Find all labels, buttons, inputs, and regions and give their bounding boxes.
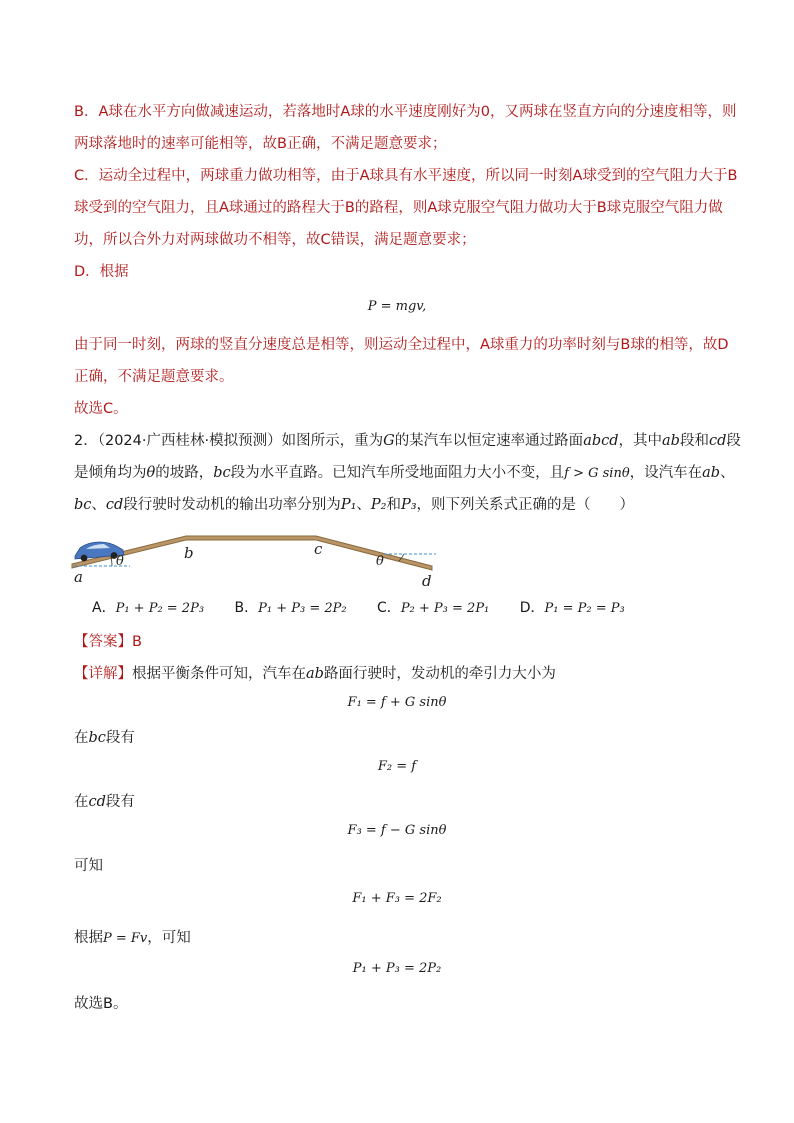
question-line-2 [74, 463, 735, 484]
option-expression: P₁ = P₂ = P₃ [544, 601, 625, 616]
solution-d-line-3: 正确，不满足题意要求。 [74, 369, 234, 385]
option-expression: P₂ + P₃ = 2P₁ [400, 601, 490, 616]
question-text: 2．（2024·广西桂林·模拟预测）如图所示，重为 [74, 433, 384, 449]
option-expression: P₁ + P₂ = 2P₃ [115, 601, 205, 616]
label-a: a [74, 568, 83, 586]
question-text: 段和 [679, 433, 709, 449]
solution-d-line-2: 由于同一时刻，两球的竖直分速度总是相等，则运动全过程中，A球重力的功率时刻与B球的相等，故D [74, 337, 729, 353]
solution-c-line-3: 功，所以合外力对两球做功不相等，故C错误，满足题意要求； [74, 232, 476, 248]
option-a [92, 598, 204, 619]
equation-power: P = mgv, [367, 299, 427, 314]
option-label: B． [234, 600, 259, 616]
label-b: b [184, 544, 194, 562]
answer-tag: 【答案】 [74, 634, 132, 650]
inequality: f > G sinθ [564, 466, 630, 481]
label-theta-right: θ [376, 554, 384, 569]
explanation-text: 路面行驶时，发动机的牵引力大小为 [323, 666, 556, 682]
label-theta-left: θ [116, 554, 124, 569]
equation-f3: F₃ = f − G sinθ [347, 823, 447, 838]
equation-pfv: P = Fv [103, 931, 148, 946]
var-ab: ab [702, 465, 721, 481]
question-text: 、 [720, 465, 735, 481]
question-text: 段为水平直路。已知汽车所受地面阻力大小不变，且 [230, 465, 565, 481]
var-bc: bc [213, 465, 231, 481]
var-p3: P₃ [400, 497, 417, 513]
question-text: 的坡路， [155, 465, 214, 481]
var-ab: ab [306, 666, 324, 682]
explanation-text: 在 [74, 730, 89, 746]
answer-line [74, 632, 724, 652]
question-text: 、 [91, 497, 106, 513]
question-text: 的某汽车以恒定速率通过路面 [394, 433, 584, 449]
solution-b-line-2: 两球落地时的速率可能相等，故B正确，不满足题意要求； [74, 136, 447, 152]
answer-options [92, 598, 651, 619]
solution-b-line-1: B．A球在水平方向做减速运动，若落地时A球的水平速度刚好为0，又两球在竖直方向的分速度相等，则 [74, 104, 737, 120]
equation-sum-p: P₁ + P₃ = 2P₂ [352, 961, 442, 976]
option-b [235, 598, 347, 619]
var-bc: bc [74, 497, 92, 513]
option-label: C． [377, 600, 401, 616]
explanation-line-1 [74, 664, 724, 684]
label-d: d [422, 572, 432, 590]
option-c [377, 598, 489, 619]
question-text: 段行驶时发动机的输出功率分别为 [123, 497, 341, 513]
explanation-text: 在 [74, 794, 89, 810]
equation-sum-f: F₁ + F₃ = 2F₂ [352, 891, 442, 906]
explanation-text: 段有 [105, 730, 135, 746]
explanation-cd-line [74, 792, 724, 812]
var-g: G [383, 433, 395, 449]
question-text: ，设汽车在 [629, 465, 703, 481]
explanation-text: 段有 [105, 794, 135, 810]
question-text: ，其中 [618, 433, 663, 449]
equation-f1: F₁ = f + G sinθ [347, 695, 447, 710]
option-label: D． [519, 600, 545, 616]
option-expression: P₁ + P₃ = 2P₂ [258, 601, 347, 616]
var-ab: ab [662, 433, 680, 449]
explanation-pfv-line [74, 928, 724, 949]
question-line-3 [74, 495, 724, 515]
var-abcd: abcd [583, 433, 619, 449]
option-label: A． [92, 600, 116, 616]
question-text: 段 [726, 433, 741, 449]
label-c: c [314, 540, 323, 558]
question-text: 、 [356, 497, 371, 513]
explanation-text: ，可知 [147, 930, 191, 946]
explanation-text: 根据平衡条件可知，汽车在 [132, 666, 306, 682]
equation-f2: F₂ = f [377, 759, 417, 774]
option-d [520, 598, 625, 619]
var-bc: bc [88, 730, 106, 746]
var-cd: cd [88, 794, 106, 810]
road-diagram [66, 528, 446, 592]
var-theta: θ [146, 465, 156, 481]
explanation-bc-line [74, 728, 724, 748]
solution-conclusion: 故选C。 [74, 401, 128, 417]
explanation-text: 根据 [74, 930, 103, 946]
question-text: 和 [386, 497, 401, 513]
explanation-conclusion: 故选B。 [74, 996, 128, 1012]
var-p1: P₁ [340, 497, 357, 513]
explanation-tag: 【详解】 [74, 666, 132, 682]
question-text: 是倾角均为 [74, 465, 147, 481]
var-p2: P₂ [370, 497, 387, 513]
solution-c-line-1: C．运动全过程中，两球重力做功相等，由于A球具有水平速度，所以同一时刻A球受到的空气阻力大于B [74, 168, 738, 184]
var-cd: cd [105, 497, 124, 513]
solution-d-line-1: D．根据 [74, 264, 129, 280]
answer-value: B [132, 634, 142, 650]
question-line-1 [74, 431, 741, 451]
explanation-kezhi-line: 可知 [74, 858, 103, 874]
var-cd: cd [708, 433, 727, 449]
question-text: ，则下列关系式正确的是（ ） [416, 497, 635, 513]
solution-c-line-2: 球受到的空气阻力，且A球通过的路程大于B的路程，则A球克服空气阻力做功大于B球克服空气阻力做 [74, 200, 723, 216]
